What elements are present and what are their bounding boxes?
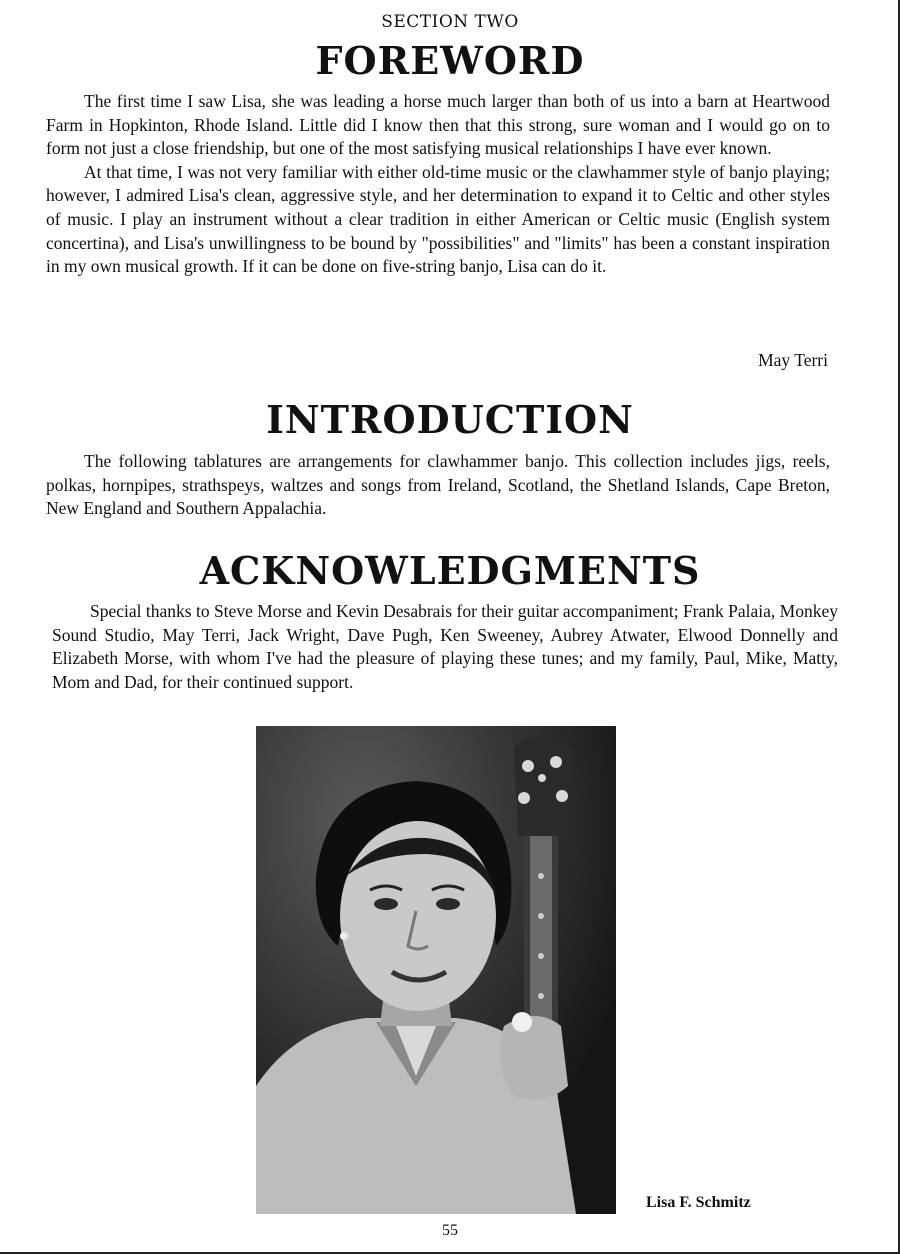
foreword-paragraph-2: At that time, I was not very familiar with either old-time music or the clawhammer style of banjo playing; however, I admired Lisa's clean, aggressive style, and her determination to expand it to Celtic and other styles of music. I play an instrument without a clear tradition in either American or Celtic music (English system concertina), and Lisa's unwillingness to be bound by "possibilities" and "limits" has been a constant inspiration in my own musical growth. If it can be done on five-string banjo, Lisa can do it.	[46, 161, 830, 277]
section-label: SECTION TWO	[381, 12, 519, 32]
introduction-body	[46, 450, 830, 521]
author-portrait-illustration	[256, 726, 616, 1214]
page-number: 55	[442, 1222, 458, 1239]
photo-caption: Lisa F. Schmitz	[646, 1194, 751, 1211]
acknowledgments-heading: ACKNOWLEDGMENTS	[199, 548, 701, 593]
foreword-signature: May Terri	[758, 350, 828, 370]
acknowledgments-paragraph: Special thanks to Steve Morse and Kevin Desabrais for their guitar accompaniment; Frank Palaia, Monkey Sound Studio, May Terri, Jack Wright, Dave Pugh, Ken Sweeney, Aubrey Atwater, Elwood Donnelly and Elizabeth Morse, with whom I've had the pleasure of playing these tunes; and my family, Paul, Mike, Matty, Mom and Dad, for their continued support.	[52, 601, 838, 692]
foreword-body	[46, 90, 830, 279]
foreword-paragraph-1: The first time I saw Lisa, she was leading a horse much larger than both of us into a barn at Heartwood Farm in Hopkinton, Rhode Island. Little did I know then that this strong, sure woman and I would go on to form not just a close friendship, but one of the most satisfying musical relationships I have ever known.	[46, 91, 830, 159]
foreword-heading: FOREWORD	[315, 38, 585, 83]
introduction-heading: INTRODUCTION	[266, 397, 634, 442]
introduction-paragraph: The following tablatures are arrangements for clawhammer banjo. This collection includes jigs, reels, polkas, hornpipes, strathspeys, waltzes and songs from Ireland, Scotland, the Shetland Islands, Cape Breton, New England and Southern Appalachia.	[46, 451, 830, 519]
author-photo	[256, 726, 616, 1214]
acknowledgments-body	[52, 600, 838, 694]
